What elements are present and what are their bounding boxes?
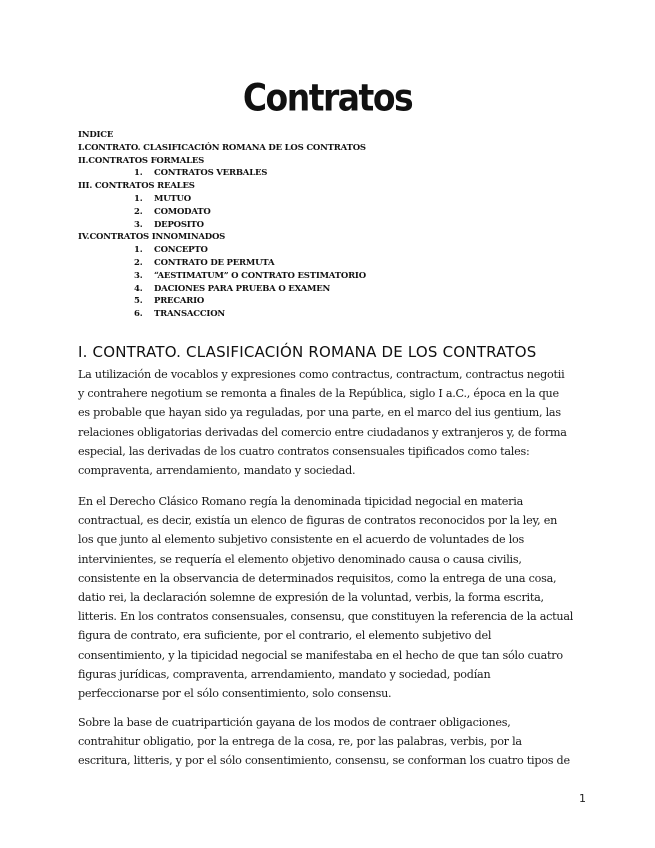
toc-entry-number: 2. xyxy=(134,257,143,268)
toc-entry-number: 2. xyxy=(134,206,143,217)
toc-entry-text: IV.CONTRATOS INNOMINADOS xyxy=(78,232,226,243)
toc-entry xyxy=(78,142,598,155)
paragraph-2 xyxy=(78,492,588,703)
paragraph-line: especial, las derivadas de los cuatro contratos consensuales tipificados como tales: xyxy=(78,444,530,458)
toc-entry-number: 1. xyxy=(134,245,143,256)
toc-entry-text: II.CONTRATOS FORMALES xyxy=(78,155,205,166)
toc-entry-number: 1. xyxy=(134,193,143,204)
paragraph-line: Sobre la base de cuatripartición gayana de los modos de contraer obligaciones, xyxy=(78,716,511,729)
paragraph-1 xyxy=(78,365,588,480)
toc-entry-text: DEPOSITO xyxy=(154,219,204,230)
toc-entry-text: CONCEPTO xyxy=(154,245,208,256)
paragraph-line: contrahitur obligatio, por la entrega de la cosa, re, por las palabras, verbis, por la xyxy=(78,735,522,749)
toc-entry-number: 4. xyxy=(134,283,143,294)
paragraph-line: consistente en la observancia de determinados requisitos, como la entrega de una cosa, xyxy=(78,571,557,585)
toc-entry-text: MUTUO xyxy=(154,193,191,204)
toc-entry xyxy=(78,193,598,206)
toc-entry-number: 6. xyxy=(134,309,143,320)
toc-entry-text: DACIONES PARA PRUEBA O EXAMEN xyxy=(154,283,331,294)
toc-entry xyxy=(78,155,598,168)
toc-entry xyxy=(78,257,598,270)
toc-heading: INDICE xyxy=(78,130,114,140)
paragraph-line: es probable que hayan sido ya reguladas, por una parte, en el marco del ius gentium, las xyxy=(78,406,561,420)
toc-entry-text: COMODATO xyxy=(154,206,211,217)
paragraph-3 xyxy=(78,713,588,771)
toc-entry-number: 3. xyxy=(134,270,143,281)
toc-entry xyxy=(78,206,598,219)
toc-entry xyxy=(78,308,598,321)
toc-entry xyxy=(78,180,598,193)
paragraph-line: figuras jurídicas, compraventa, arrendamiento, mandato y sociedad, podían xyxy=(78,667,491,681)
toc-entry-text: CONTRATO DE PERMUTA xyxy=(154,257,275,268)
paragraph-line: consentimiento, y la tipicidad negocial se manifestaba en el hecho de que tan sólo cuatro xyxy=(78,648,563,662)
toc-entry-text: “AESTIMATUM” O CONTRATO ESTIMATORIO xyxy=(154,270,366,281)
section-heading: I. CONTRATO. CLASIFICACIÓN ROMANA DE LOS CONTRATOS xyxy=(78,343,537,361)
toc-entry-number: 3. xyxy=(134,219,143,230)
paragraph-line: litteris. En los contratos consensuales, consensu, que constituyen la referencia de la actual xyxy=(78,610,574,624)
paragraph-line: figura de contrato, era suficiente, por el contrario, el elemento subjetivo del xyxy=(78,629,492,643)
toc-entry-text: PRECARIO xyxy=(154,296,205,307)
toc-entry xyxy=(78,295,598,308)
paragraph-line: La utilización de vocablos y expresiones como contractus, contractum, contractus negotii xyxy=(78,368,565,381)
paragraph-line: los que junto al elemento subjetivo consistente en el acuerdo de voluntades de los xyxy=(78,533,525,547)
table-of-contents xyxy=(78,129,598,321)
toc-entry xyxy=(78,167,598,180)
document-title: Contratos xyxy=(242,75,413,120)
paragraph-line: relaciones obligatorias derivadas del comercio entre ciudadanos y extranjeros y, de forma xyxy=(78,425,567,439)
paragraph-line: contractual, es decir, existía un elenco de figuras de contratos reconocidos por la ley, en xyxy=(78,514,558,528)
paragraph-line: y contrahere negotium se remonta a finales de la República, siglo I a.C., época en la que xyxy=(78,387,559,401)
toc-entry xyxy=(78,244,598,257)
paragraph-line: compraventa, arrendamiento, mandato y sociedad. xyxy=(78,464,356,478)
toc-entry xyxy=(78,219,598,232)
paragraph-line: En el Derecho Clásico Romano regía la denominada tipicidad negocial en materia xyxy=(78,495,523,508)
toc-entry-number: 5. xyxy=(134,296,143,307)
paragraph-line: datio rei, la declaración solemne de expresión de la voluntad, verbis, la forma escrita, xyxy=(78,591,544,605)
toc-entry-text: III. CONTRATOS REALES xyxy=(78,181,195,192)
toc-entry xyxy=(78,283,598,296)
toc-entry-text: I.CONTRATO. CLASIFICACIÓN ROMANA DE LOS CONTRATOS xyxy=(78,142,366,153)
toc-entry-text: CONTRATOS VERBALES xyxy=(154,168,268,179)
paragraph-line: intervinientes, se requería el elemento objetivo denominado causa o causa civilis, xyxy=(78,552,522,566)
toc-entry-text: TRANSACCION xyxy=(154,309,225,320)
toc-entry xyxy=(78,231,598,244)
paragraph-line: perfeccionarse por el sólo consentimiento, solo consensu. xyxy=(78,687,392,701)
toc-entry-number: 1. xyxy=(134,168,143,179)
paragraph-line: escritura, litteris, y por el sólo consentimiento, consensu, se conforman los cuatro tipos de xyxy=(78,754,570,768)
page-number: 1 xyxy=(579,792,586,805)
toc-entry xyxy=(78,270,598,283)
